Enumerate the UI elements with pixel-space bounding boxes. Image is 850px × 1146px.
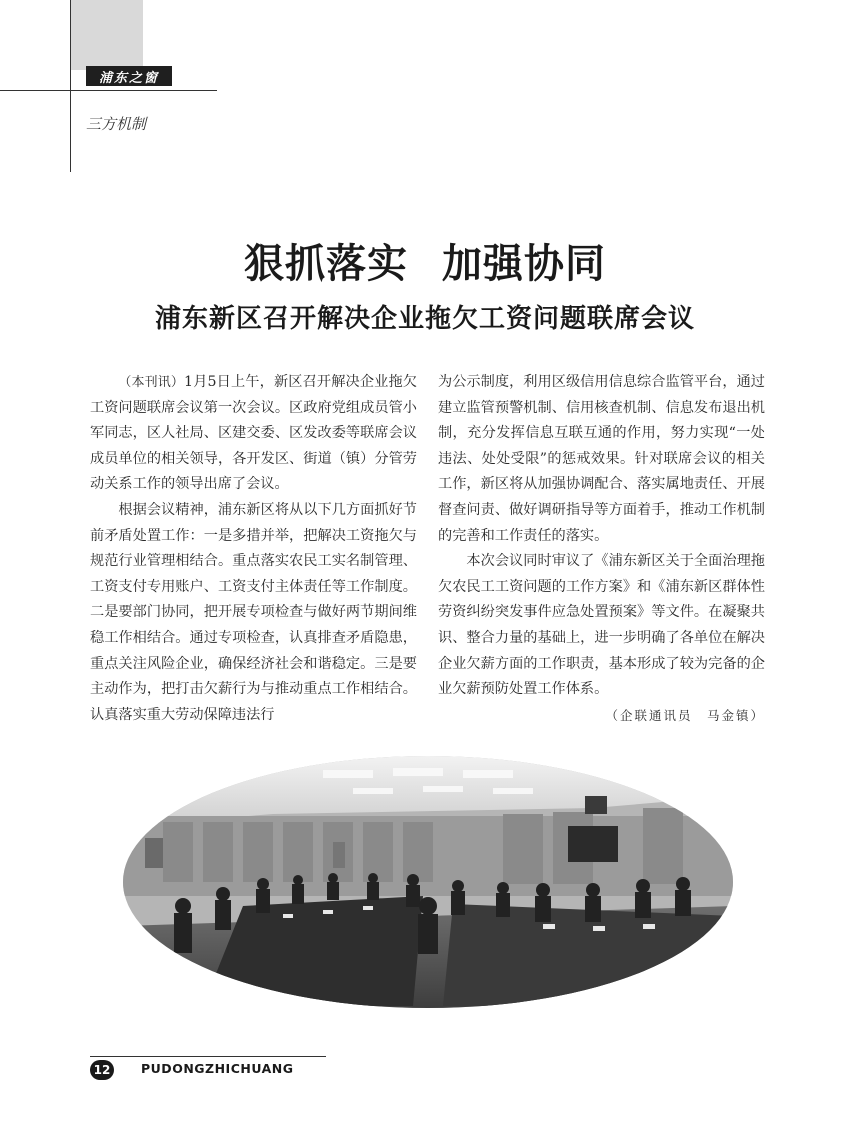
section-label: 三方机制 bbox=[86, 115, 147, 133]
paragraph: 根据会议精神，浦东新区将从以下几方面抓好节前矛盾处置工作：一是多措并举，把解决工资拖欠与规范行业管理相结合。重点落实农民工实名制管理、工资支付专用账户、工资支付主体责任等工作制度。二是要部门协同，把开展专项检查与做好两节期间维稳工作相结合。通过专项检查，认真排查矛盾隐患，重点关注风险企业，确保经济社会和谐稳定。三是要主动作为，把打击欠薪行为与推动重点工作相结合。认真落实重大劳动保障违法行 bbox=[90, 501, 417, 723]
paragraph-text: 1月5日上午，新区召开解决企业拖欠工资问题联席会议第一次会议。区政府党组成员管小军同志，区人社局、区建交委、区发改委等联席会议成员单位的相关领导，各开发区、街道（镇）分管劳动关系工作的领导出席了会议。 bbox=[90, 374, 417, 493]
journal-name: PUDONGZHICHUANG bbox=[141, 1061, 294, 1076]
header-gray-block bbox=[71, 0, 143, 70]
header-horizontal-rule bbox=[0, 90, 217, 91]
header-vertical-rule bbox=[70, 0, 71, 172]
paragraph: 本次会议同时审议了《浦东新区关于全面治理拖欠农民工工资问题的工作方案》和《浦东新区群体性劳资纠纷突发事件应急处置预案》等文件。在凝聚共识、整合力量的基础上，进一步明确了各单位在解决企业欠薪方面的工作职责，基本形成了较为完备的企业欠薪预防处置工作体系。 bbox=[438, 553, 765, 698]
article-byline: （企联通讯员 马金镇） bbox=[605, 707, 765, 723]
article-title bbox=[0, 232, 850, 289]
article-subtitle: 浦东新区召开解决企业拖欠工资问题联席会议 bbox=[154, 304, 695, 334]
paragraph bbox=[90, 370, 417, 498]
article-column-left bbox=[90, 370, 417, 728]
page-number: 12 bbox=[90, 1060, 114, 1080]
footer-rule bbox=[90, 1056, 326, 1057]
journal-logo: 浦东之窗 bbox=[86, 66, 172, 86]
article-lead: （本刊讯） bbox=[118, 375, 185, 390]
meeting-photo-illustration bbox=[123, 756, 733, 1008]
paragraph: 为公示制度，利用区级信用信息综合监管平台，通过建立监管预警机制、信用核查机制、信息发布退出机制，充分发挥信息互联互通的作用，努力实现“一处违法、处处受限”的惩戒效果。针对联席会议的相关工作，新区将从加强协调配合、落实属地责任、开展督查问责、做好调研指导等方面着手，推动工作机制的完善和工作责任的落实。 bbox=[438, 374, 765, 544]
article-title-part1: 狠抓落实 bbox=[244, 240, 408, 287]
article-column-right bbox=[438, 370, 765, 728]
article-title-part2: 加强协同 bbox=[442, 240, 606, 287]
meeting-photo bbox=[123, 756, 733, 1008]
